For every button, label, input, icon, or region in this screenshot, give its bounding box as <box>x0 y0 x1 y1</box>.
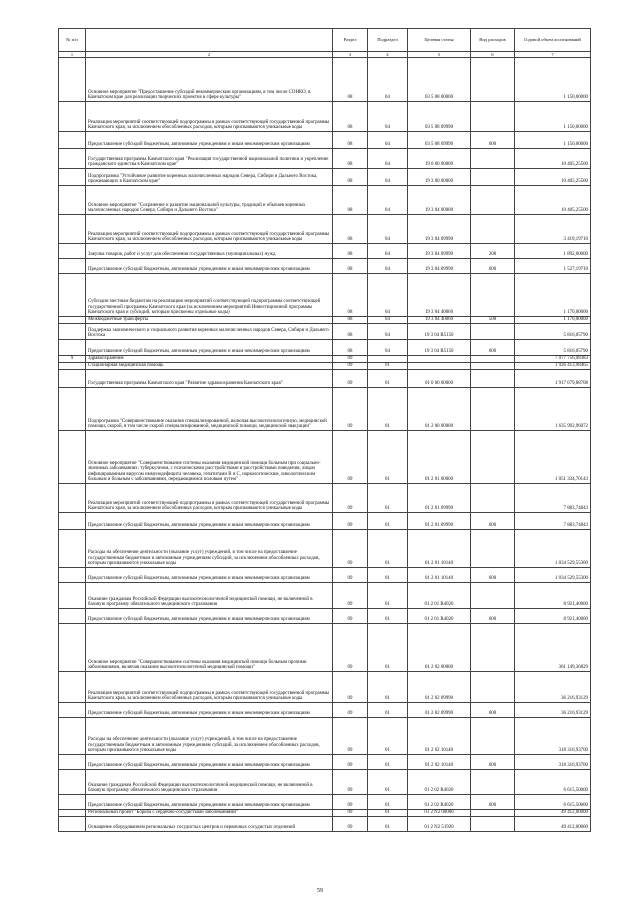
table-row <box>59 274 591 317</box>
row-section: 09 <box>333 356 368 363</box>
row-amount: 1 034 529,55300 <box>515 568 591 583</box>
row-section: 09 <box>333 624 368 672</box>
row-amount: 1 917 679,88708 <box>515 370 591 388</box>
row-number <box>59 363 86 370</box>
row-exptype: 600 <box>471 609 515 624</box>
row-subsection: 04 <box>368 317 408 324</box>
row-name: Предоставление субсидий бюджетным, автономным учреждениям и иным некоммерческим организациям <box>86 795 333 810</box>
row-number <box>59 583 86 609</box>
row-number <box>59 513 86 530</box>
row-target: 01 2 02 09990 <box>408 672 471 703</box>
row-subsection: 01 <box>368 513 408 530</box>
row-exptype <box>471 431 515 484</box>
row-subsection: 01 <box>368 530 408 568</box>
row-name: Оказание гражданам Российской Федерации высокотехнологичной медицинской помощи, не включенной в базовую программу обязательного медицинского страхования <box>86 770 333 795</box>
row-target: 19 3 04 09990 <box>408 215 471 244</box>
column-number: 4 <box>368 52 408 58</box>
row-name: Стационарная медицинская помощь <box>86 363 333 370</box>
row-subsection: 01 <box>368 703 408 718</box>
row-amount: 7 883,74843 <box>515 513 591 530</box>
row-exptype <box>471 530 515 568</box>
row-amount: 36 216,93129 <box>515 703 591 718</box>
row-amount: 10 405,25500 <box>515 169 591 186</box>
row-section: 09 <box>333 431 368 484</box>
row-exptype <box>471 149 515 169</box>
budget-table <box>58 28 591 832</box>
row-name: Региональный проект "Борьба с сердечно-сосудистыми заболеваниями" <box>86 810 333 817</box>
row-exptype <box>471 388 515 431</box>
row-name: Государственная программа Камчатского края "Развитие здравоохранения Камчатского края" <box>86 370 333 388</box>
row-target: 19 3 04 R5150 <box>408 324 471 340</box>
row-amount: 1 892,00000 <box>515 244 591 259</box>
row-section: 09 <box>333 672 368 703</box>
row-amount: 318 316,93700 <box>515 718 591 755</box>
row-section: 09 <box>333 810 368 817</box>
row-exptype <box>471 810 515 817</box>
column-number: 2 <box>86 52 333 58</box>
row-name: Предоставление субсидий бюджетным, автономным учреждениям и иным некоммерческим организациям <box>86 513 333 530</box>
table-row <box>59 484 591 513</box>
row-amount: 49 412,00000 <box>515 810 591 817</box>
row-amount: 10 405,25500 <box>515 149 591 169</box>
row-name: Межбюджетные трансферты <box>86 317 333 324</box>
row-number <box>59 770 86 795</box>
row-subsection: 04 <box>368 186 408 215</box>
table-row <box>59 356 591 363</box>
row-exptype <box>471 356 515 363</box>
row-amount: 6 615,50000 <box>515 795 591 810</box>
table-row <box>59 324 591 340</box>
row-exptype <box>471 363 515 370</box>
row-name: Основное мероприятие "Совершенствование системы оказания медицинской помощи больным при социально-значимых заболеваниях: туберкулезом, с психическими расстройствами и расстройствами поведения, лицам инфицированным вирусом иммунодефицита человека, гепатитами В и С, наркологическим, онкологическим больным и больным с заболеваниями, передающимися половым путем" <box>86 431 333 484</box>
row-amount: 36 216,93129 <box>515 672 591 703</box>
row-amount: 5 816,05790 <box>515 324 591 340</box>
row-number <box>59 672 86 703</box>
row-target <box>408 356 471 363</box>
header-amount: Годовой объем ассигнований <box>515 29 591 52</box>
row-section: 08 <box>333 324 368 340</box>
row-name: Реализация мероприятий соответствующей подпрограммы в рамках соответствующей государственной программы Камчатского края, за исключением обособленных расходов, которым присваиваются уникальные коды <box>86 484 333 513</box>
row-exptype: 600 <box>471 703 515 718</box>
row-number <box>59 795 86 810</box>
row-exptype: 600 <box>471 568 515 583</box>
row-number <box>59 58 86 102</box>
row-name: Предоставление субсидий бюджетным, автономным учреждениям и иным некоммерческим организациям <box>86 703 333 718</box>
row-target <box>408 363 471 370</box>
row-target: 19 0 00 00000 <box>408 149 471 169</box>
row-section: 09 <box>333 703 368 718</box>
table-row <box>59 259 591 274</box>
table-row <box>59 718 591 755</box>
row-target: 01 2 N2 51920 <box>408 817 471 832</box>
row-exptype <box>471 186 515 215</box>
row-subsection: 01 <box>368 370 408 388</box>
row-name: Поддержка экономического и социального развития коренных малочисленных народов Севера, Сибири и Дальнего Востока <box>86 324 333 340</box>
row-name: Оказание гражданам Российской Федерации высокотехнологичной медицинской помощи, не включенной в базовую программу обязательного медицинского страхования <box>86 583 333 609</box>
row-name: Здравоохранение <box>86 356 333 363</box>
row-section: 08 <box>333 274 368 317</box>
row-exptype: 600 <box>471 259 515 274</box>
row-amount: 7 077 756,98383 <box>515 356 591 363</box>
row-target: 01 2 01 09990 <box>408 513 471 530</box>
row-number <box>59 755 86 770</box>
row-exptype <box>471 583 515 609</box>
row-exptype <box>471 370 515 388</box>
row-name: Расходы на обеспечение деятельности (оказание услуг) учреждений, в том числе на предоставление государственным бюджетным и автономным учреждениям субсидий, за исключением обособленных расходов, которым присваиваются уникальные коды <box>86 530 333 568</box>
row-exptype <box>471 58 515 102</box>
row-name: Подпрограмма "Устойчивое развитие коренных малочисленных народов Севера, Сибири и Дальнего Востока, проживающих в Камчатском крае" <box>86 169 333 186</box>
table-row <box>59 810 591 817</box>
row-section: 09 <box>333 484 368 513</box>
row-exptype <box>471 274 515 317</box>
row-amount: 1 170,00000 <box>515 317 591 324</box>
row-subsection: 01 <box>368 718 408 755</box>
row-target: 01 2 N2 00000 <box>408 810 471 817</box>
row-amount: 361 149,36829 <box>515 624 591 672</box>
row-section: 08 <box>333 317 368 324</box>
row-subsection: 01 <box>368 363 408 370</box>
row-section: 09 <box>333 609 368 624</box>
row-section: 08 <box>333 102 368 132</box>
row-section: 09 <box>333 718 368 755</box>
row-target: 01 2 02 10140 <box>408 755 471 770</box>
row-target: 01 2 01 10140 <box>408 530 471 568</box>
row-section: 09 <box>333 363 368 370</box>
header-target: Целевая статья <box>408 29 471 52</box>
row-number <box>59 186 86 215</box>
row-subsection: 01 <box>368 568 408 583</box>
header-name <box>86 29 333 52</box>
row-target: 01 2 02 R4020 <box>408 795 471 810</box>
row-name: Предоставление субсидий бюджетным, автономным учреждениям и иным некоммерческим организациям <box>86 259 333 274</box>
row-subsection: 01 <box>368 431 408 484</box>
row-target: 01 2 01 R4020 <box>408 609 471 624</box>
row-section: 08 <box>333 132 368 149</box>
table-row <box>59 317 591 324</box>
row-target: 19 3 04 00000 <box>408 186 471 215</box>
row-number <box>59 388 86 431</box>
column-number: 6 <box>471 52 515 58</box>
row-exptype <box>471 484 515 513</box>
header-exptype: Вид расходов <box>471 29 515 52</box>
row-target: 03 5 08 00000 <box>408 58 471 102</box>
row-name: Расходы на обеспечение деятельности (оказание услуг) учреждений, в том числе на предоставление государственным бюджетным и автономным учреждениям субсидий, за исключением обособленных расходов, которым присваиваются уникальные коды <box>86 718 333 755</box>
row-section: 09 <box>333 755 368 770</box>
row-target: 01 2 02 10140 <box>408 718 471 755</box>
row-number <box>59 340 86 356</box>
row-amount: 8 921,40000 <box>515 583 591 609</box>
row-target: 03 5 08 09990 <box>408 132 471 149</box>
row-target: 01 2 02 00000 <box>408 624 471 672</box>
row-target: 19 3 04 40060 <box>408 317 471 324</box>
row-subsection: 01 <box>368 755 408 770</box>
row-subsection: 04 <box>368 259 408 274</box>
row-name: Государственная программа Камчатского края "Реализация государственной национальной политики и укрепление гражданского единства в Камчатском крае" <box>86 149 333 169</box>
row-section: 08 <box>333 58 368 102</box>
table-row <box>59 624 591 672</box>
row-name: Закупка товаров, работ и услуг для обеспечения государственных (муниципальных) нужд <box>86 244 333 259</box>
document-page <box>58 28 590 832</box>
row-target: 19 3 04 09990 <box>408 244 471 259</box>
row-subsection: 01 <box>368 583 408 609</box>
row-subsection: 01 <box>368 770 408 795</box>
table-row <box>59 340 591 356</box>
row-subsection: 01 <box>368 484 408 513</box>
header-section: Раздел <box>333 29 368 52</box>
row-subsection: 01 <box>368 817 408 832</box>
row-subsection: 04 <box>368 324 408 340</box>
table-row <box>59 363 591 370</box>
column-number: 1 <box>59 52 86 58</box>
column-number: 7 <box>515 52 591 58</box>
row-number <box>59 568 86 583</box>
table-header-row <box>59 29 591 52</box>
row-exptype: 600 <box>471 340 515 356</box>
row-subsection: 04 <box>368 215 408 244</box>
row-amount: 3 419,19710 <box>515 215 591 244</box>
table-row <box>59 58 591 102</box>
row-amount: 6 615,50000 <box>515 770 591 795</box>
row-amount: 1 150,00000 <box>515 58 591 102</box>
row-name: Реализация мероприятий соответствующей подпрограммы в рамках соответствующей государственной программы Камчатского края, за исключением обособленных расходов, которым присваиваются уникальные коды <box>86 102 333 132</box>
row-number: 9 <box>59 356 86 363</box>
table-row <box>59 388 591 431</box>
row-target: 03 5 08 09990 <box>408 102 471 132</box>
row-target: 01 2 02 09990 <box>408 703 471 718</box>
table-row <box>59 795 591 810</box>
row-number <box>59 370 86 388</box>
table-row <box>59 755 591 770</box>
row-number <box>59 817 86 832</box>
row-subsection: 01 <box>368 388 408 431</box>
row-subsection: 04 <box>368 132 408 149</box>
row-subsection: 01 <box>368 810 408 817</box>
row-number <box>59 215 86 244</box>
row-subsection: 04 <box>368 244 408 259</box>
row-number <box>59 102 86 132</box>
row-number <box>59 624 86 672</box>
row-amount: 1 034 529,55300 <box>515 530 591 568</box>
page-number: 59 <box>317 888 323 894</box>
row-section: 09 <box>333 568 368 583</box>
row-target: 19 3 04 09990 <box>408 259 471 274</box>
row-exptype <box>471 770 515 795</box>
table-row <box>59 169 591 186</box>
row-number <box>59 259 86 274</box>
table-row <box>59 609 591 624</box>
row-name: Реализация мероприятий соответствующей подпрограммы в рамках соответствующей государственной программы Камчатского края, за исключением обособленных расходов, которым присваиваются уникальные коды <box>86 672 333 703</box>
row-target: 01 2 01 09990 <box>408 484 471 513</box>
row-exptype <box>471 817 515 832</box>
row-name: Оснащение оборудованием региональных сосудистых центров и первичных сосудистых отделений <box>86 817 333 832</box>
row-name: Предоставление субсидий бюджетным, автономным учреждениям и иным некоммерческим организациям <box>86 340 333 356</box>
row-amount: 1 926 413,98465 <box>515 363 591 370</box>
table-row <box>59 370 591 388</box>
table-row <box>59 817 591 832</box>
row-exptype <box>471 169 515 186</box>
table-row <box>59 244 591 259</box>
row-amount: 49 412,00000 <box>515 817 591 832</box>
row-name: Основное мероприятие "Предоставление субсидий некоммерческим организациям, в том числе СОНКО, в Камчатском крае для реализации творческих проектов в сфере культуры" <box>86 58 333 102</box>
row-exptype: 600 <box>471 755 515 770</box>
row-exptype <box>471 102 515 132</box>
row-exptype <box>471 672 515 703</box>
row-target: 01 0 00 00000 <box>408 370 471 388</box>
row-section: 09 <box>333 795 368 810</box>
row-name: Предоставление субсидий бюджетным, автономным учреждениям и иным некоммерческим организациям <box>86 132 333 149</box>
row-section: 08 <box>333 244 368 259</box>
table-body <box>59 58 591 832</box>
row-target: 01 2 01 10140 <box>408 568 471 583</box>
row-target: 01 2 01 R4020 <box>408 583 471 609</box>
row-section: 09 <box>333 770 368 795</box>
row-amount: 8 921,40000 <box>515 609 591 624</box>
row-subsection: 01 <box>368 795 408 810</box>
row-amount: 1 150,00000 <box>515 102 591 132</box>
row-number <box>59 149 86 169</box>
row-name: Реализация мероприятий соответствующей подпрограммы в рамках соответствующей государственной программы Камчатского края, за исключением обособленных расходов, которым присваиваются уникальные коды <box>86 215 333 244</box>
row-section: 08 <box>333 149 368 169</box>
table-row <box>59 149 591 169</box>
row-amount: 1 051 334,70143 <box>515 431 591 484</box>
header-subsection: Подраздел <box>368 29 408 52</box>
row-name: Подпрограмма "Совершенствование оказания специализированной, включая высокотехнологичную, медицинской помощи, скорой, в том числе скорой специализированной, медицинской помощи, медицинской эвакуации" <box>86 388 333 431</box>
row-section: 09 <box>333 817 368 832</box>
row-target: 01 2 02 R4020 <box>408 770 471 795</box>
column-number: 5 <box>408 52 471 58</box>
row-section: 08 <box>333 186 368 215</box>
row-section: 08 <box>333 215 368 244</box>
row-name: Предоставление субсидий бюджетным, автономным учреждениям и иным некоммерческим организациям <box>86 568 333 583</box>
row-name: Предоставление субсидий бюджетным, автономным учреждениям и иным некоммерческим организациям <box>86 609 333 624</box>
row-exptype <box>471 215 515 244</box>
row-exptype <box>471 718 515 755</box>
row-number <box>59 132 86 149</box>
row-section: 08 <box>333 340 368 356</box>
row-amount: 10 405,25500 <box>515 186 591 215</box>
column-number: 3 <box>333 52 368 58</box>
row-section: 09 <box>333 583 368 609</box>
row-number <box>59 609 86 624</box>
row-exptype: 500 <box>471 317 515 324</box>
row-section: 08 <box>333 169 368 186</box>
row-target: 01 2 00 00000 <box>408 388 471 431</box>
row-subsection: 04 <box>368 274 408 317</box>
row-target: 19 3 04 40060 <box>408 274 471 317</box>
row-number <box>59 244 86 259</box>
table-row <box>59 770 591 795</box>
row-exptype: 200 <box>471 244 515 259</box>
row-subsection: 04 <box>368 58 408 102</box>
table-row <box>59 568 591 583</box>
row-number <box>59 530 86 568</box>
table-row <box>59 186 591 215</box>
row-number <box>59 169 86 186</box>
row-name: Основное мероприятие "Сохранение и развитие национальной культуры, традиций и обычаев коренных малочисленных народов Севера, Сибири и Дальнего Востока" <box>86 186 333 215</box>
row-subsection: 04 <box>368 340 408 356</box>
row-amount: 318 316,93700 <box>515 755 591 770</box>
row-subsection: 01 <box>368 672 408 703</box>
table-row <box>59 672 591 703</box>
table-row <box>59 530 591 568</box>
table-row <box>59 431 591 484</box>
row-subsection: 01 <box>368 624 408 672</box>
table-row <box>59 703 591 718</box>
row-exptype: 600 <box>471 513 515 530</box>
row-subsection: 04 <box>368 149 408 169</box>
table-row <box>59 583 591 609</box>
row-number <box>59 274 86 317</box>
row-amount: 1 635 992,96072 <box>515 388 591 431</box>
row-section: 09 <box>333 370 368 388</box>
row-number <box>59 484 86 513</box>
row-name: Предоставление субсидий бюджетным, автономным учреждениям и иным некоммерческим организациям <box>86 755 333 770</box>
row-section: 09 <box>333 513 368 530</box>
row-name: Основное мероприятие "Совершенствование системы оказания медицинской помощи больным прочими заболеваниями, включая оказание высокотехнологичной медицинской помощи" <box>86 624 333 672</box>
row-section: 09 <box>333 388 368 431</box>
row-exptype <box>471 624 515 672</box>
table-row <box>59 215 591 244</box>
row-number <box>59 703 86 718</box>
row-section: 09 <box>333 530 368 568</box>
row-number <box>59 431 86 484</box>
row-target: 19 3 00 00000 <box>408 169 471 186</box>
row-number <box>59 810 86 817</box>
row-amount: 1 150,00000 <box>515 132 591 149</box>
row-section: 08 <box>333 259 368 274</box>
row-number <box>59 324 86 340</box>
row-exptype: 600 <box>471 795 515 810</box>
table-row <box>59 513 591 530</box>
row-name: Субсидии местным бюджетам на реализацию мероприятий соответствующей подпрограммы соответствующей государственной программы Камчатского края (за исключением мероприятий Инвестиционной программы Камчатского края и субсидий, которым присвоены отдельные коды) <box>86 274 333 317</box>
row-amount: 7 883,74843 <box>515 484 591 513</box>
row-exptype: 600 <box>471 132 515 149</box>
header-num: № п/п <box>59 29 86 52</box>
row-subsection: 04 <box>368 169 408 186</box>
row-amount: 1 527,19710 <box>515 259 591 274</box>
table-row <box>59 132 591 149</box>
row-number <box>59 718 86 755</box>
row-target: 01 2 01 00000 <box>408 431 471 484</box>
row-amount: 1 170,00000 <box>515 274 591 317</box>
row-subsection: 01 <box>368 609 408 624</box>
row-subsection <box>368 356 408 363</box>
table-row <box>59 102 591 132</box>
row-number <box>59 317 86 324</box>
row-subsection: 04 <box>368 102 408 132</box>
row-amount: 5 816,05790 <box>515 340 591 356</box>
row-target: 19 3 04 R5150 <box>408 340 471 356</box>
row-exptype <box>471 324 515 340</box>
